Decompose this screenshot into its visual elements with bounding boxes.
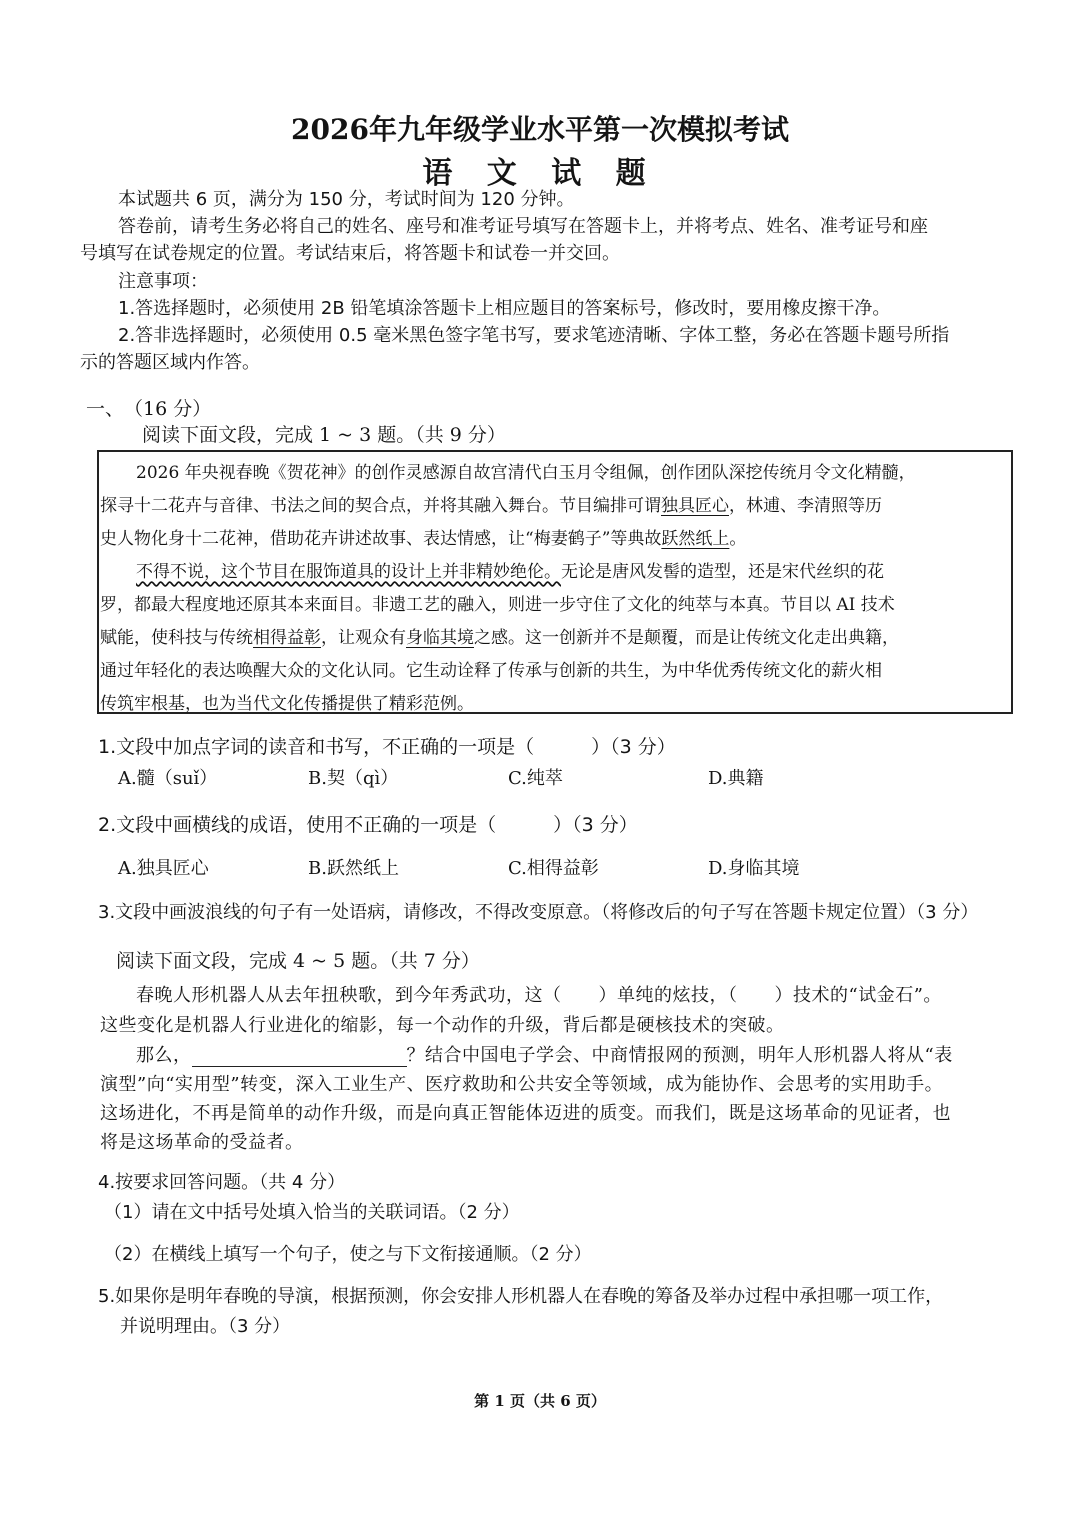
passage-text: 。 xyxy=(729,529,747,549)
question-4-stem: 4.按要求回答问题。（共 4 分） xyxy=(98,1172,346,1193)
question-4-sub-1: （1）请在文中括号处填入恰当的关联词语。（2 分） xyxy=(104,1202,520,1223)
passage-1-line-6 xyxy=(100,623,899,648)
passage-2-line-6: 将是这场革命的受益者。 xyxy=(100,1132,304,1153)
passage-text: 赋能，使科技与传统 xyxy=(100,628,253,648)
section-1-label: 一、 （16 分） xyxy=(86,398,212,420)
q2-option-a: A.独具匠心 xyxy=(118,858,209,879)
intro-line-3: 号填写在试卷规定的位置。考试结束后，将答题卡和试卷一并交回。 xyxy=(80,243,620,264)
idiom-xiangdeyizhang: 相得益彰 xyxy=(253,628,321,648)
q1-option-d: D.典籍 xyxy=(708,768,764,789)
idiom-dujujiangxin: 独具匠心 xyxy=(661,496,729,516)
question-5-stem-a: 5.如果你是明年春晚的导演，根据预测，你会安排人形机器人在春晚的筹备及举办过程中承担哪一项工作， xyxy=(98,1286,944,1307)
notice-2b: 示的答题区域内作答。 xyxy=(80,352,260,373)
q2-option-b: B.跃然纸上 xyxy=(308,858,399,879)
question-4-sub-2: （2）在横线上填写一个句子，使之与下文衔接通顺。（2 分） xyxy=(104,1244,592,1265)
passage-1-line-7: 通过年轻化的表达唤醒大众的文化认同。它生动诠释了传承与创新的共生，为中华优秀传统文化的薪火相 xyxy=(100,661,882,681)
passage-1-line-2 xyxy=(100,491,882,516)
passage-text: 之感。这一创新并不是颠覆，而是让传统文化走出典籍， xyxy=(474,628,899,648)
q1-option-b: B.契（qì） xyxy=(308,768,399,789)
exam-title: 2026年九年级学业水平第一次模拟考试 xyxy=(291,113,789,146)
passage-1-line-8: 传筑牢根基，也为当代文化传播提供了精彩范例。 xyxy=(100,694,474,714)
question-5-stem-b: 并说明理由。（3 分） xyxy=(120,1316,291,1337)
q2-option-c: C.相得益彰 xyxy=(508,858,599,879)
passage-text: ？结合中国电子学会、中商情报网的预测，明年人形机器人将从“表 xyxy=(406,1045,953,1066)
question-1-stem: 1.文段中加点字词的读音和书写，不正确的一项是（ ）（3 分） xyxy=(98,736,676,758)
idiom-yueranzhishang: 跃然纸上 xyxy=(661,529,730,549)
passage-text: 探寻十二花卉与音律、书法之间的契合点，并将其融入舞台。节目编排可谓 xyxy=(100,496,661,516)
notice-label: 注意事项： xyxy=(118,271,208,292)
passage-2-line-4: 演型”向“实用型”转变，深入工业生产、医疗救助和公共安全等领域，成为能协作、会思考的实用助手。 xyxy=(100,1074,944,1095)
notice-1: 1.答选择题时，必须使用 2B 铅笔填涂答题卡上相应题目的答案标号，修改时，要用橡皮擦干净。 xyxy=(118,298,891,319)
q1-option-c: C.纯萃 xyxy=(508,768,563,789)
passage-2-line-2: 这些变化是机器人行业进化的缩影，每一个动作的升级，背后都是硬核技术的突破。 xyxy=(100,1015,785,1036)
passage-1-line-3 xyxy=(100,524,746,549)
exam-subtitle: 语 文 试 题 xyxy=(422,156,658,191)
passage-1-line-5: 罗，都最大程度地还原其本来面目。非遗工艺的融入，则进一步守住了文化的纯萃与本真。节目以 AI 技术 xyxy=(100,595,895,615)
wavy-sentence: 不得不说，这个节目在服饰道具的设计上并非精妙绝伦。 xyxy=(136,562,561,582)
intro-line-1: 本试题共 6 页，满分为 150 分，考试时间为 120 分钟。 xyxy=(118,189,575,210)
question-3-stem: 3.文段中画波浪线的句子有一处语病，请修改，不得改变原意。（将修改后的句子写在答题卡规定位置）（3 分） xyxy=(98,902,979,923)
passage-text: ，让观众有 xyxy=(321,628,406,648)
intro-line-2: 答卷前，请考生务必将自己的姓名、座号和准考证号填写在答题卡上，并将考点、姓名、准考证号和座 xyxy=(118,216,928,237)
q1-option-a: A.髓（suǐ） xyxy=(118,768,218,789)
passage-text: 那么， xyxy=(136,1045,192,1066)
page-footer: 第 1 页（共 6 页） xyxy=(474,1392,606,1410)
question-2-stem: 2.文段中画横线的成语，使用不正确的一项是（ ）（3 分） xyxy=(98,814,638,836)
passage-2-line-1: 春晚人形机器人从去年扭秧歌，到今年秀武功，这（ ）单纯的炫技，（ ）技术的“试金石”。 xyxy=(136,985,942,1006)
q2-option-d: D.身临其境 xyxy=(708,858,800,879)
instruction-2: 阅读下面文段，完成 4 ~ 5 题。（共 7 分） xyxy=(116,950,480,972)
fill-in-blank-line xyxy=(192,1048,407,1067)
passage-1-line-4 xyxy=(136,557,884,582)
passage-1-line-1: 2026 年央视春晚《贺花神》的创作灵感源自故宫清代白玉月令组佩，创作团队深挖传统月令文化精髓， xyxy=(136,463,916,483)
idiom-shenlinqijing: 身临其境 xyxy=(406,628,474,648)
passage-text: 史人物化身十二花神，借助花卉讲述故事、表达情感，让“梅妻鹤子”等典故 xyxy=(100,529,662,549)
notice-2a: 2.答非选择题时，必须使用 0.5 毫米黑色签字笔书写，要求笔迹清晰、字体工整，务必在答题卡题号所指 xyxy=(118,325,950,346)
passage-text: 无论是唐风发髻的造型，还是宋代丝织的花 xyxy=(561,562,884,582)
passage-2-line-3 xyxy=(136,1041,953,1067)
passage-2-line-5: 这场进化，不再是简单的动作升级，而是向真正智能体迈进的质变。而我们，既是这场革命的见证者，也 xyxy=(100,1103,951,1124)
passage-text: ，林逋、李清照等历 xyxy=(729,496,882,516)
instruction-1: 阅读下面文段，完成 1 ~ 3 题。（共 9 分） xyxy=(142,424,506,446)
